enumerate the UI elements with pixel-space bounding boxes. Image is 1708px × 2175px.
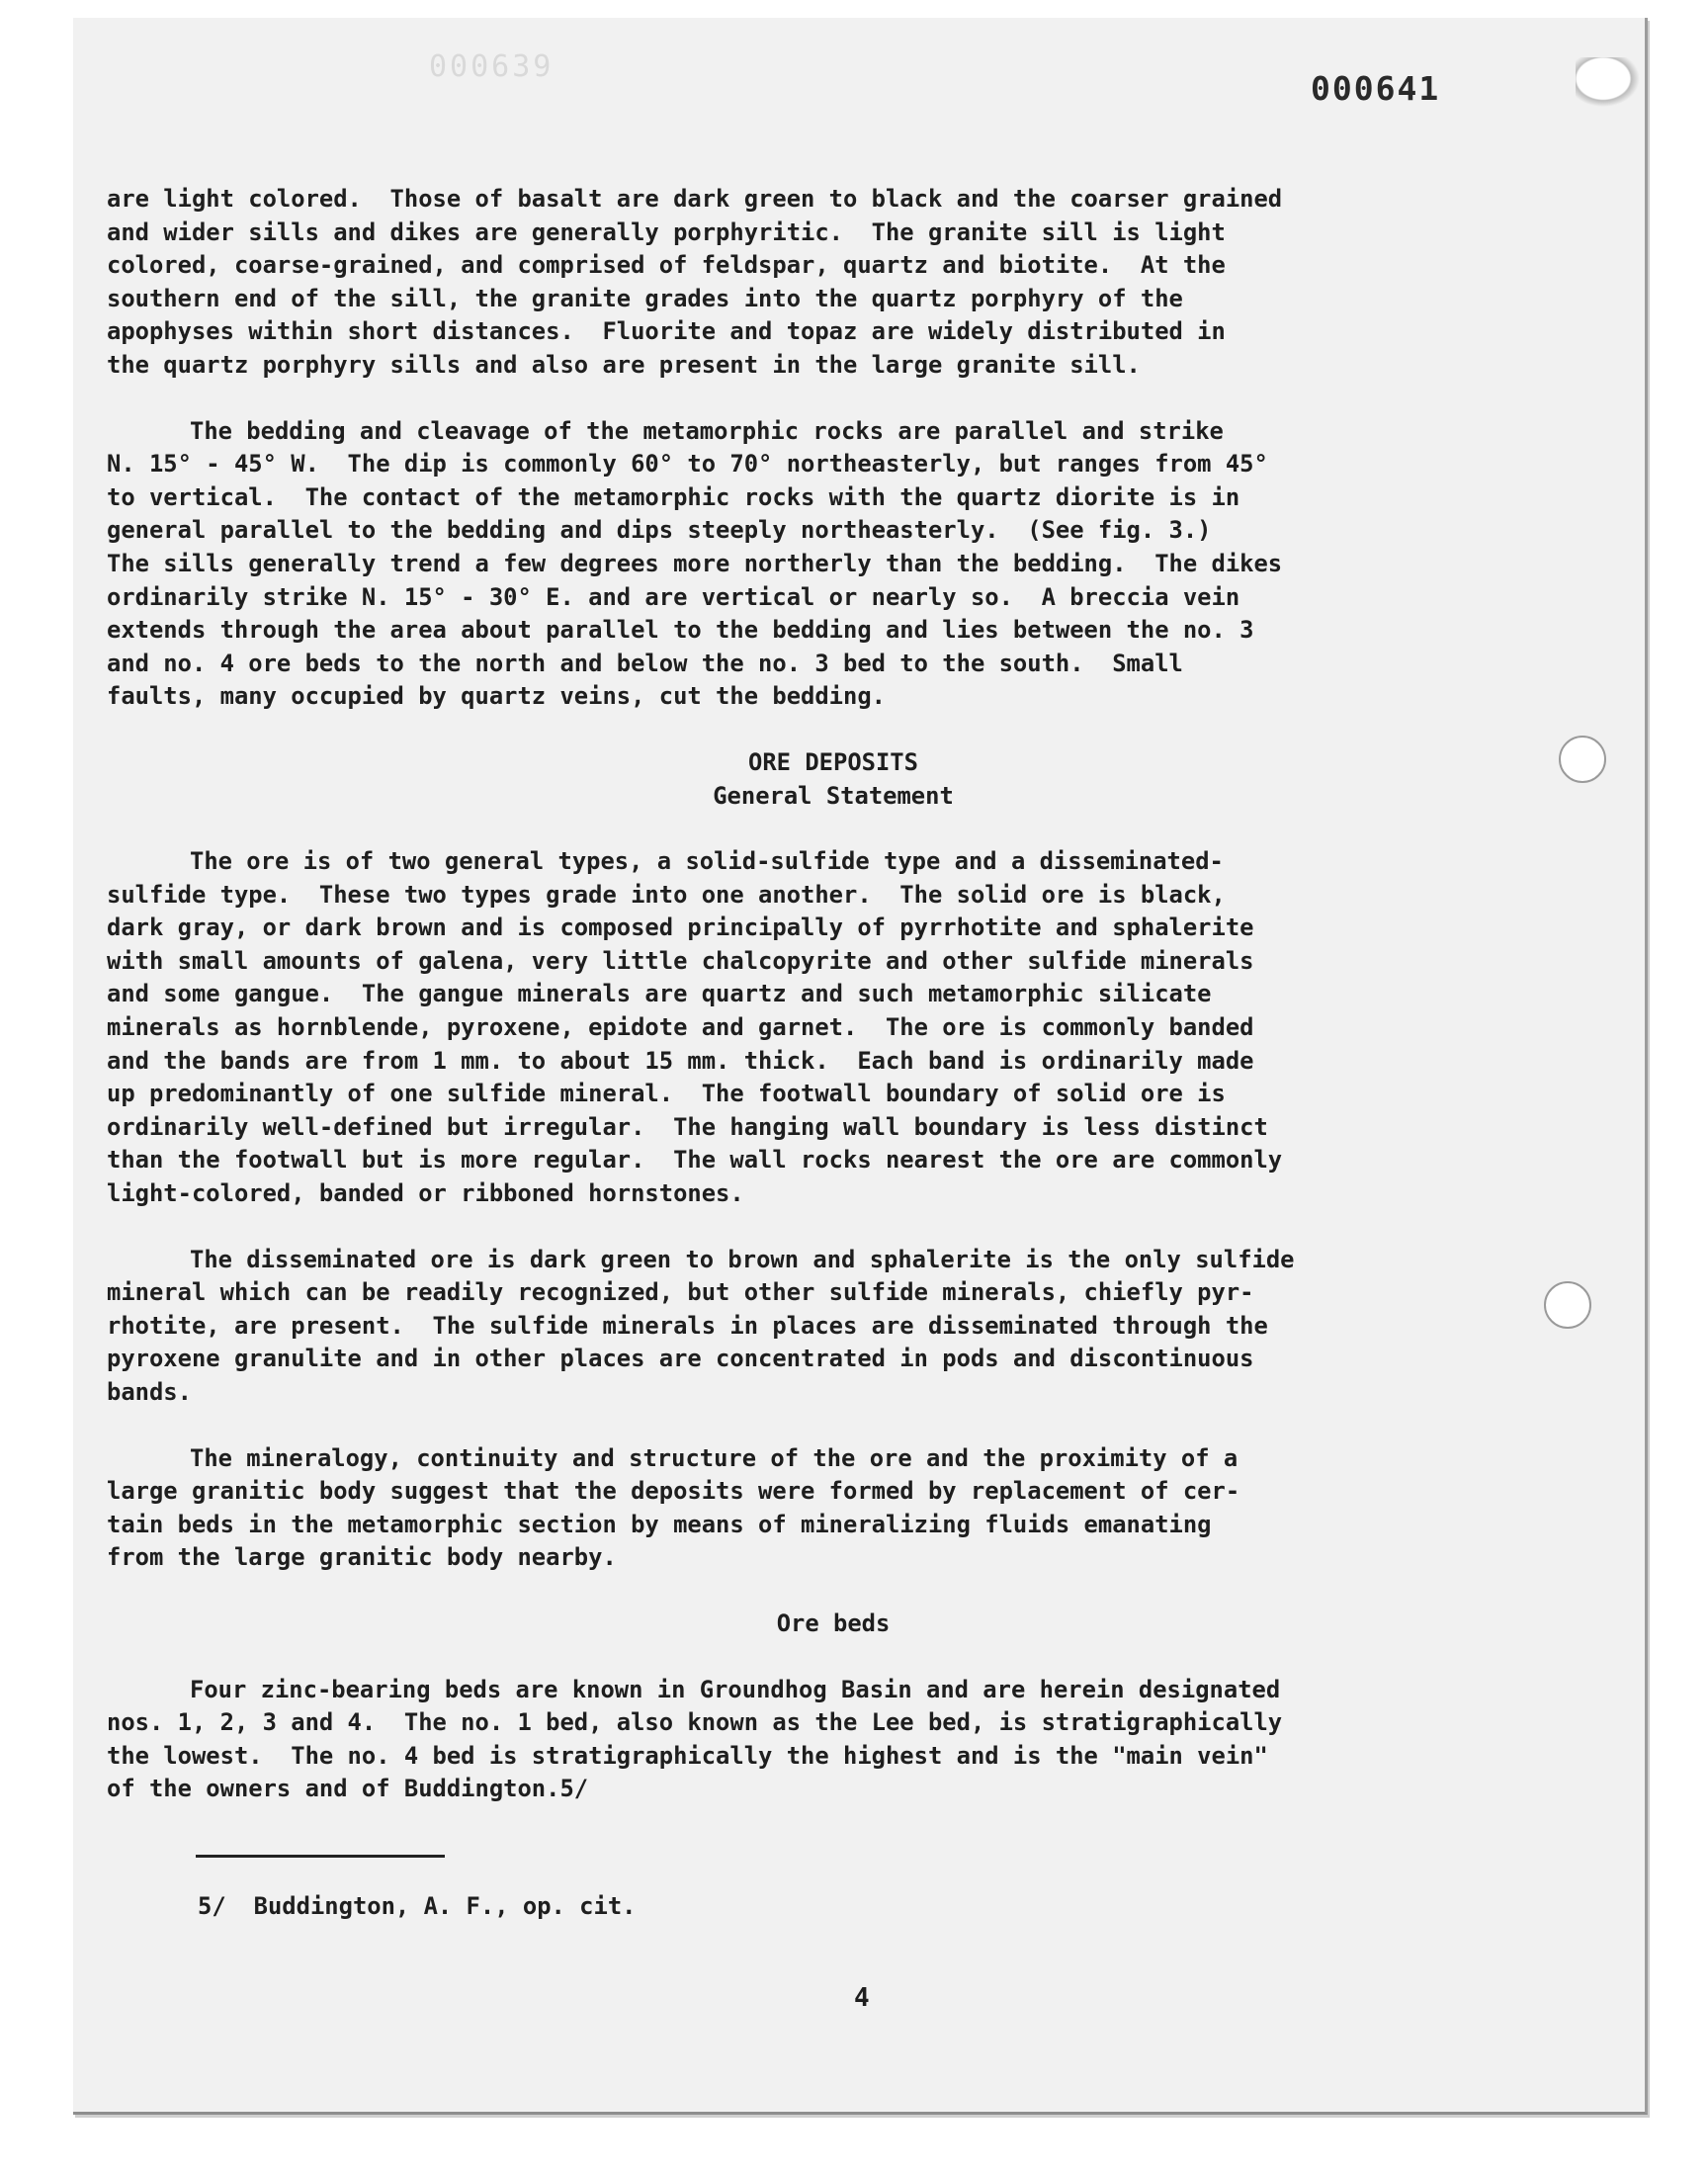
section-subtitle: General Statement <box>713 781 954 810</box>
text-line: ordinarily strike N. 15° - 30° E. and are vertical or nearly so. A breccia vein <box>107 582 1240 611</box>
text-line: and some gangue. The gangue minerals are quartz and such metamorphic silicate <box>107 980 1212 1008</box>
text-line: pyroxene granulite and in other places are concentrated in pods and discontinuous <box>107 1345 1254 1373</box>
paragraph <box>107 415 1560 714</box>
text-line: with small amounts of galena, very little chalcopyrite and other sulfide minerals <box>107 946 1254 975</box>
paragraph <box>107 183 1560 383</box>
subsection-paragraphs <box>107 1674 1560 1806</box>
footnote-text: Buddington, A. F., op. cit. <box>253 1892 637 1920</box>
text-line: extends through the area about parallel to the bedding and lies between the no. 3 <box>107 616 1254 645</box>
text-line: general parallel to the bedding and dips steeply northeasterly. (See fig. 3.) <box>107 516 1212 545</box>
text-line: up predominantly of one sulfide mineral. The footwall boundary of solid ore is <box>107 1080 1226 1108</box>
footnote-marker: 5/ <box>198 1892 226 1920</box>
text-line: apophyses within short distances. Fluorite and topaz are widely distributed in <box>107 317 1226 346</box>
text-line: The bedding and cleavage of the metamorphic rocks are parallel and strike <box>190 416 1224 445</box>
text-line: mineral which can be readily recognized, but other sulfide minerals, chiefly pyr- <box>107 1278 1254 1307</box>
text-line: N. 15° - 45° W. The dip is commonly 60° to 70° northeasterly, but ranges from 45° <box>107 450 1268 478</box>
text-line: of the owners and of Buddington.5/ <box>107 1775 589 1803</box>
faded-stamp-number: 000639 <box>429 49 555 84</box>
text-line: colored, coarse-grained, and comprised of feldspar, quartz and biotite. At the <box>107 251 1226 280</box>
section-paragraphs <box>107 845 1560 1575</box>
text-line: large granitic body suggest that the deposits were formed by replacement of cer- <box>107 1477 1240 1506</box>
footnote <box>198 1892 636 1920</box>
text-line: and wider sills and dikes are generally porphyritic. The granite sill is light <box>107 218 1226 246</box>
text-line: rhotite, are present. The sulfide minerals in places are disseminated through the <box>107 1311 1268 1340</box>
text-line: sulfide type. These two types grade into one another. The solid ore is black, <box>107 880 1226 909</box>
stamp-number: 000641 <box>1311 69 1441 108</box>
text-line: light-colored, banded or ribboned hornstones. <box>107 1179 744 1208</box>
text-line: southern end of the sill, the granite grades into the quartz porphyry of the <box>107 284 1183 312</box>
text-line: are light colored. Those of basalt are dark green to black and the coarser grained <box>107 185 1283 213</box>
page-number: 4 <box>854 1983 870 2013</box>
footnote-divider <box>196 1855 445 1858</box>
text-line: Four zinc-bearing beds are known in Groundhog Basin and are herein designated <box>190 1675 1281 1703</box>
paragraph <box>107 845 1560 1211</box>
text-line: ordinarily well-defined but irregular. The hanging wall boundary is less distinct <box>107 1112 1268 1141</box>
text-line: nos. 1, 2, 3 and 4. The no. 1 bed, also known as the Lee bed, is stratigraphically <box>107 1708 1283 1737</box>
punch-hole-upper <box>1559 736 1606 783</box>
paper-tear-mark <box>1576 57 1645 111</box>
text-line: The sills generally trend a few degrees more northerly than the bedding. The dikes <box>107 549 1283 577</box>
text-line: The mineralogy, continuity and structure of the ore and the proximity of a <box>190 1443 1238 1472</box>
text-line: dark gray, or dark brown and is composed principally of pyrrhotite and sphalerite <box>107 914 1254 942</box>
text-line: tain beds in the metamorphic section by means of mineralizing fluids emanating <box>107 1510 1212 1538</box>
text-line: from the large granitic body nearby. <box>107 1543 617 1572</box>
text-line: faults, many occupied by quartz veins, cut the bedding. <box>107 682 886 711</box>
section-title: ORE DEPOSITS <box>748 747 918 776</box>
text-line: The ore is of two general types, a solid-sulfide type and a disseminated- <box>190 847 1224 876</box>
text-line: and the bands are from 1 mm. to about 15 mm. thick. Each band is ordinarily made <box>107 1046 1254 1075</box>
text-line: and no. 4 ore beds to the north and below the no. 3 bed to the south. Small <box>107 649 1183 677</box>
text-line: to vertical. The contact of the metamorphic rocks with the quartz diorite is in <box>107 482 1240 511</box>
text-line: the lowest. The no. 4 bed is stratigraphically the highest and is the "main vein" <box>107 1741 1268 1770</box>
text-line: The disseminated ore is dark green to brown and sphalerite is the only sulfide <box>190 1245 1295 1273</box>
subsection-title: Ore beds <box>776 1609 891 1637</box>
document-body <box>107 183 1560 1839</box>
paragraph <box>107 1244 1560 1410</box>
paragraph <box>107 1674 1560 1806</box>
text-line: the quartz porphyry sills and also are present in the large granite sill. <box>107 350 1141 379</box>
text-line: minerals as hornblende, pyroxene, epidote and garnet. The ore is commonly banded <box>107 1013 1254 1042</box>
body-paragraphs <box>107 183 1560 714</box>
text-line: bands. <box>107 1378 192 1406</box>
paragraph <box>107 1442 1560 1575</box>
text-line: than the footwall but is more regular. The wall rocks nearest the ore are commonly <box>107 1146 1283 1174</box>
